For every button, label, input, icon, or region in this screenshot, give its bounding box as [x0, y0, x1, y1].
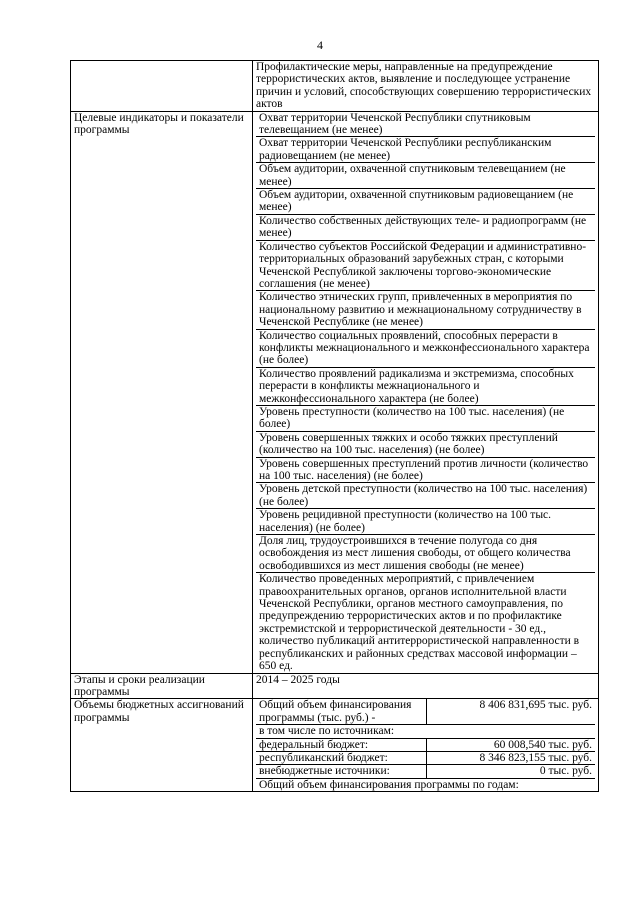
- indicator-item: Уровень преступности (количество на 100 тыс. населения) (не более): [256, 405, 595, 431]
- indicator-item: Объем аудитории, охваченной спутниковым радиовещанием (не менее): [256, 189, 595, 215]
- indicator-item: Уровень совершенных тяжких и особо тяжких преступлений (количество на 100 тыс. населения) (не более): [256, 431, 595, 457]
- indicators-list: [253, 111, 599, 673]
- funding-total-row: [256, 699, 595, 724]
- program-passport-table: [70, 60, 599, 792]
- funding-source-value: 8 346 823,155 тыс. руб.: [426, 752, 595, 764]
- funding-source-label: республиканский бюджет:: [259, 751, 388, 764]
- indicators-row: [71, 111, 599, 673]
- indicator-item: Охват территории Чеченской Республики спутниковым телевещанием (не менее): [256, 112, 595, 137]
- indicator-item: Объем аудитории, охваченной спутниковым телевещанием (не менее): [256, 163, 595, 189]
- indicator-item: Уровень совершенных преступлений против личности (количество на 100 тыс. населения) (не более): [256, 457, 595, 483]
- indicator-item: Уровень детской преступности (количество на 100 тыс. населения) (не более): [256, 483, 595, 509]
- funding-total-value: 8 406 831,695 тыс. руб.: [426, 699, 595, 724]
- indicator-item: Охват территории Чеченской Республики республиканским радиовещанием (не менее): [256, 137, 595, 163]
- funding-sources-label: в том числе по источникам:: [256, 724, 595, 737]
- stages-label: Этапы и сроки реализации программы: [71, 673, 253, 699]
- indicators-label: Целевые индикаторы и показатели программы: [71, 111, 253, 673]
- funding-row: [71, 699, 599, 792]
- page-number: 4: [317, 38, 323, 52]
- goals-row: [71, 61, 599, 112]
- indicator-item: Количество собственных действующих теле- и радиопрограмм (не менее): [256, 214, 595, 240]
- stages-row: [71, 673, 599, 699]
- funding-source-label: внебюджетные источники:: [259, 765, 390, 778]
- goals-continued-text: Профилактические меры, направленные на предупреждение террористических актов, выявление и последующее устранение причин и условий, способствующих совершению террористических актов: [253, 61, 599, 112]
- funding-source-row: [256, 751, 595, 764]
- indicator-item: Количество этнических групп, привлеченных в мероприятия по национальному развитию и межнациональному сотрудничеству в Чеченской Республике (не менее): [256, 291, 595, 329]
- funding-total-label: Общий объем финансирования программы (тыс. руб.) -: [259, 699, 412, 724]
- funding-source-label: федеральный бюджет:: [259, 738, 369, 751]
- funding-by-years-label: Общий объем финансирования программы по годам:: [256, 778, 595, 791]
- funding-source-value: 60 008,540 тыс. руб.: [426, 739, 595, 751]
- funding-source-row: [256, 738, 595, 751]
- goals-label-cell: [71, 61, 253, 112]
- indicator-item: Количество проведенных мероприятий, с привлечением правоохранительных органов, органов исполнительной власти Чеченской Республики, органов местного самоуправления, по предупреждению террористических актов и по профилактике экстремистской и террористической деятельности - 30 ед., количество публикаций антитеррористической направленности в республиканских и районных средствах массовой информации – 650 ед.: [256, 573, 595, 673]
- funding-details: [253, 699, 599, 792]
- indicator-item: Уровень рецидивной преступности (количество на 100 тыс. населения) (не более): [256, 509, 595, 535]
- funding-label: Объемы бюджетных ассигнований программы: [71, 699, 253, 792]
- indicator-item: Доля лиц, трудоустроившихся в течение полугода со дня освобождения из мест лишения свободы, от общего количества освободившихся из мест лишения свободы (не менее): [256, 535, 595, 573]
- stages-value: 2014 – 2025 годы: [253, 673, 599, 699]
- indicator-item: Количество социальных проявлений, способных перерасти в конфликты межнационального и межконфессионального характера (не более): [256, 329, 595, 367]
- indicator-item: Количество субъектов Российской Федерации и административно-территориальных образований зарубежных стран, с которыми Чеченской Республикой заключены торгово-экономические соглашения (не менее): [256, 240, 595, 291]
- funding-source-row: [256, 764, 595, 777]
- funding-source-value: 0 тыс. руб.: [426, 765, 595, 777]
- indicator-item: Количество проявлений радикализма и экстремизма, способных перерасти в конфликты межнационального и межконфессионального характера (не более): [256, 367, 595, 405]
